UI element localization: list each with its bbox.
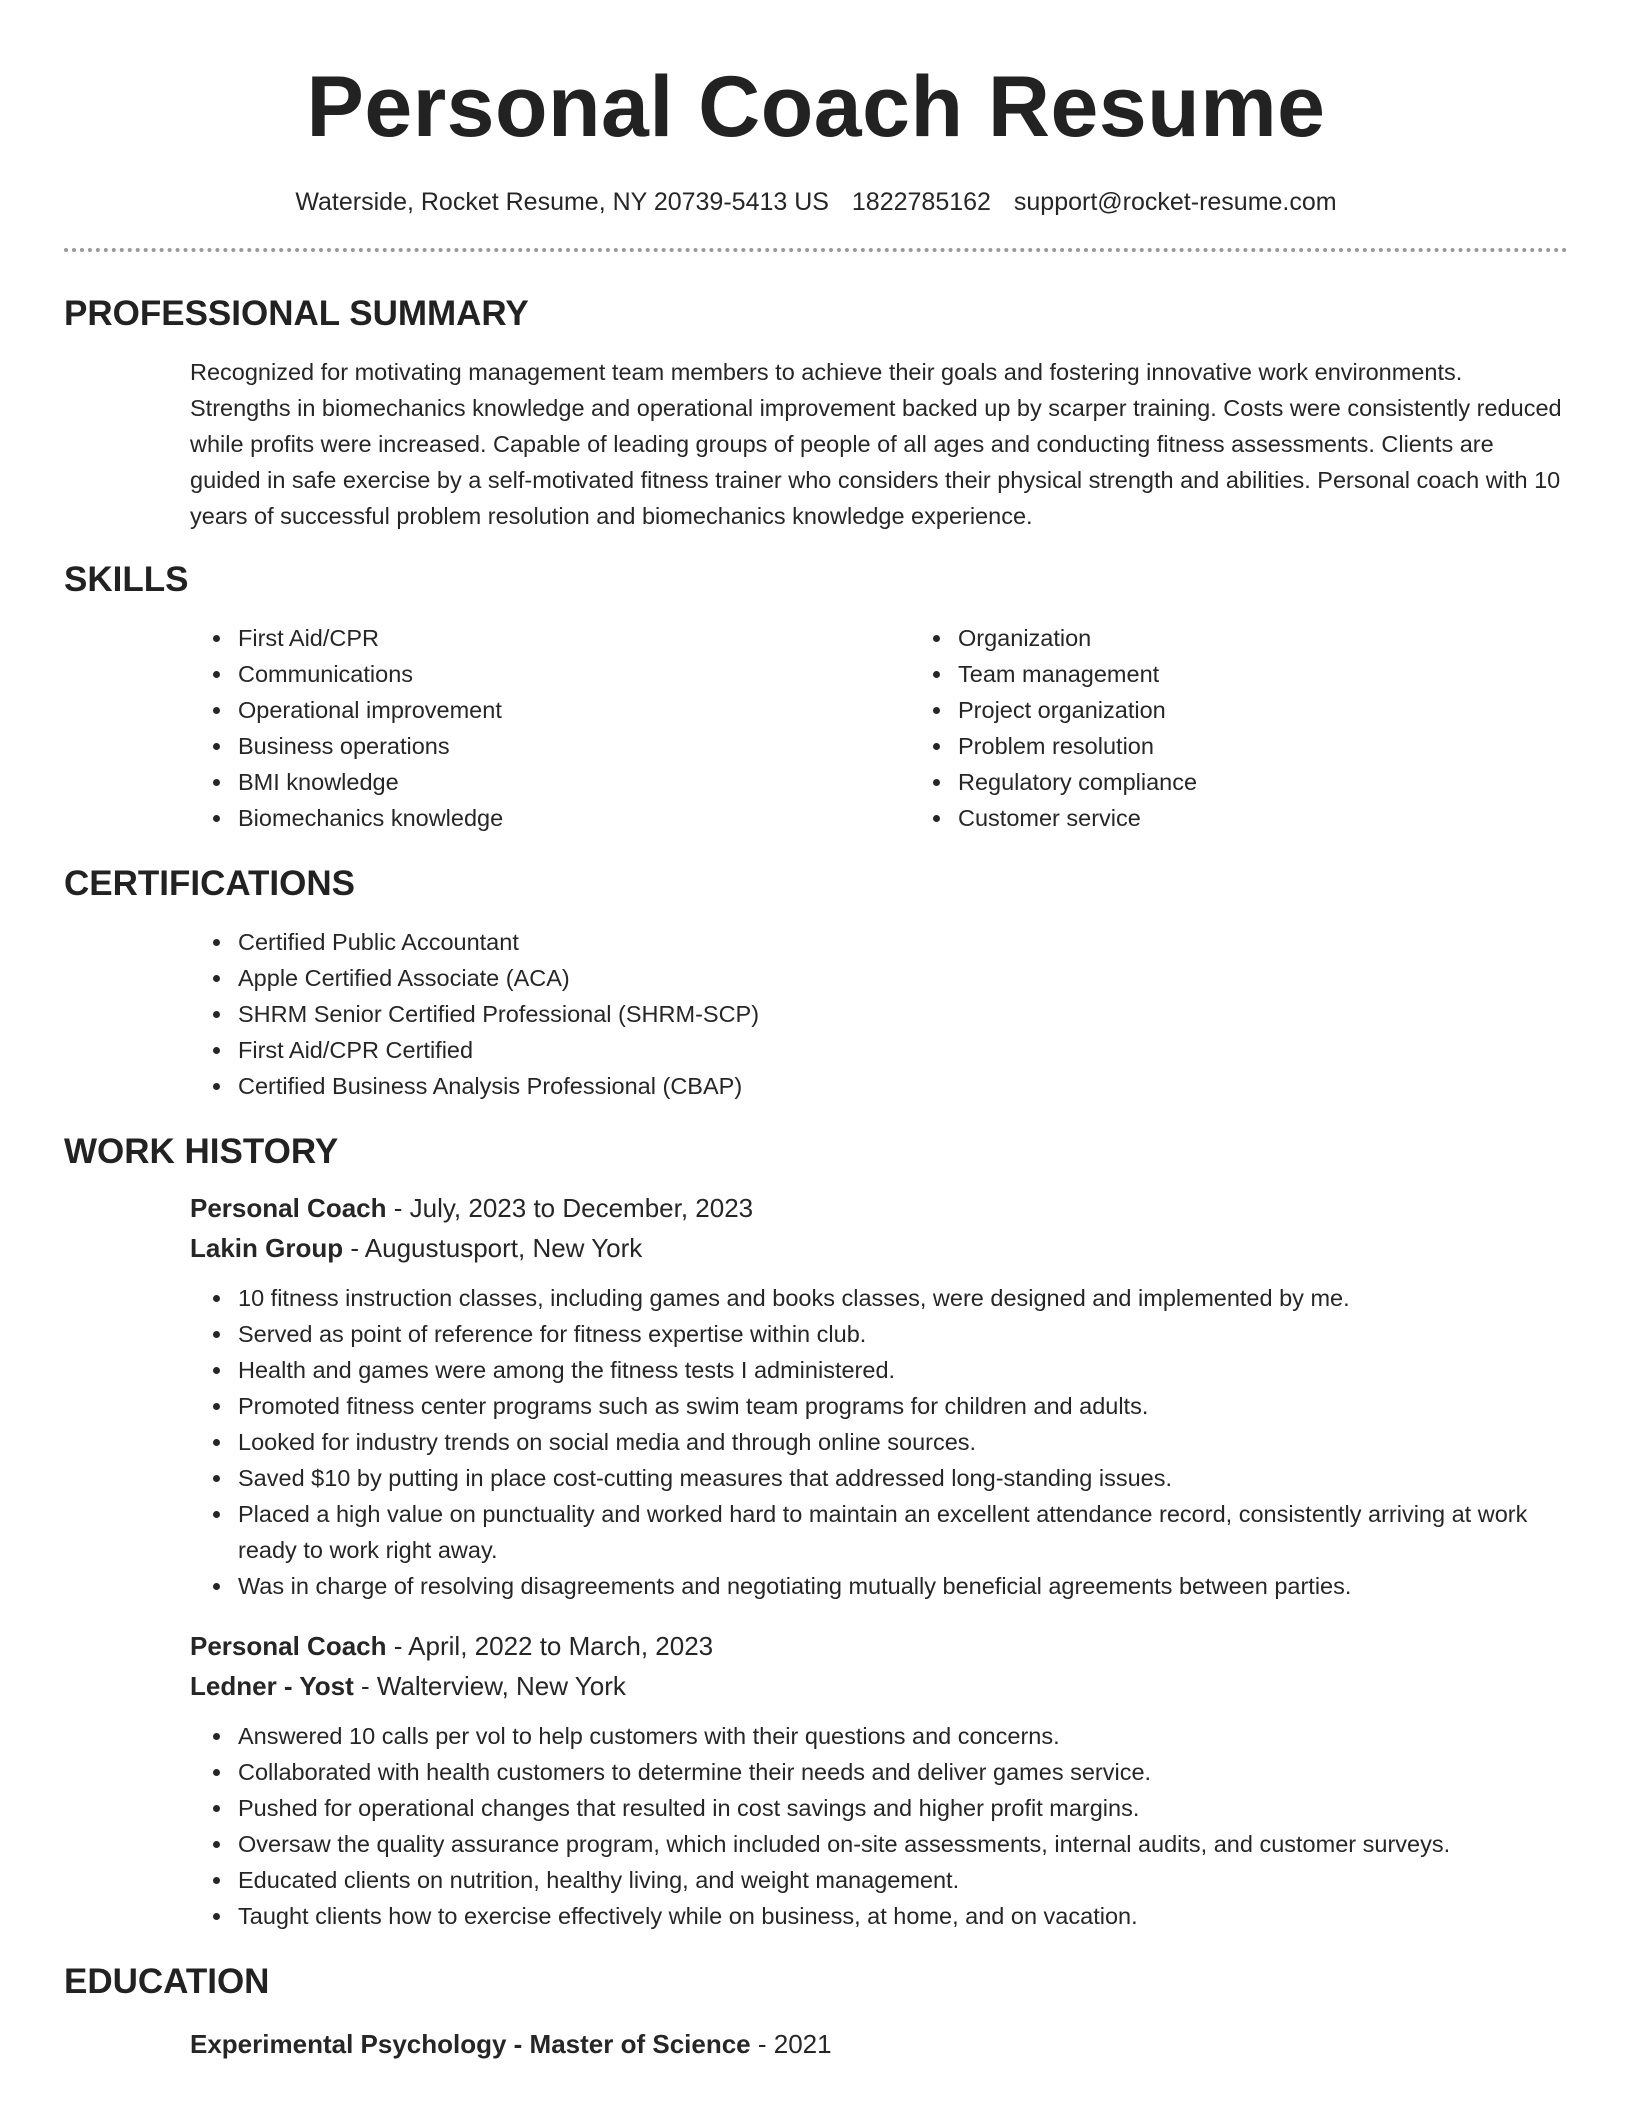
job-company-line xyxy=(64,1228,1568,1268)
job-title: Personal Coach xyxy=(190,1193,387,1223)
skill-item: • Project organization xyxy=(954,692,1474,728)
skills-left-column xyxy=(64,620,914,836)
summary-heading: PROFESSIONAL SUMMARY xyxy=(64,294,529,333)
job-bullet: • Answered 10 calls per vol to help customers with their questions and concerns. xyxy=(234,1718,1548,1754)
job-location: - Augustusport, New York xyxy=(343,1233,643,1263)
skill-item: • Operational improvement xyxy=(234,692,914,728)
skill-item: • Problem resolution xyxy=(954,728,1474,764)
phone-text: 1822785162 xyxy=(851,188,991,216)
certification-item: • First Aid/CPR Certified xyxy=(234,1032,1568,1068)
job-title-line xyxy=(64,1188,1568,1228)
certification-item: • Certified Business Analysis Professional (CBAP) xyxy=(234,1068,1568,1104)
certifications-list xyxy=(64,924,1568,1104)
skill-item: • Team management xyxy=(954,656,1474,692)
skills-heading: SKILLS xyxy=(64,560,189,599)
job-entry xyxy=(64,1626,1568,1934)
job-bullet: • Was in charge of resolving disagreements and negotiating mutually beneficial agreements between parties. xyxy=(234,1568,1548,1604)
skill-item: • First Aid/CPR xyxy=(234,620,914,656)
job-bullet: • 10 fitness instruction classes, including games and books classes, were designed and implemented by me. xyxy=(234,1280,1548,1316)
job-bullet: • Promoted fitness center programs such as swim team programs for children and adults. xyxy=(234,1388,1548,1424)
education-year: - 2021 xyxy=(750,2029,832,2059)
job-bullet: • Served as point of reference for fitness expertise within club. xyxy=(234,1316,1548,1352)
job-bullets xyxy=(64,1718,1568,1934)
summary-text: Recognized for motivating management team members to achieve their goals and fostering innovative work environments. Strengths in biomechanics knowledge and operational improvement backed up by scarper training. Costs were consistently reduced while profits were increased. Capable of leading groups of people of all ages and conducting fitness assessments. Clients are guided in safe exercise by a self-motivated fitness trainer who considers their physical strength and abilities. Personal coach with 10 years of successful problem resolution and biomechanics knowledge experience. xyxy=(190,359,1562,529)
education-degree: Experimental Psychology - Master of Science xyxy=(190,2029,751,2059)
summary-section xyxy=(64,354,1568,534)
job-bullets xyxy=(64,1280,1568,1604)
resume-title: Personal Coach Resume xyxy=(306,59,1326,155)
skills-right-column xyxy=(914,620,1474,836)
job-bullet: • Health and games were among the fitness tests I administered. xyxy=(234,1352,1548,1388)
job-bullet: • Oversaw the quality assurance program, which included on-site assessments, internal audits, and customer surveys. xyxy=(234,1826,1548,1862)
job-bullet: • Taught clients how to exercise effectively while on business, at home, and on vacation. xyxy=(234,1898,1548,1934)
job-bullet: • Placed a high value on punctuality and worked hard to maintain an excellent attendance record, consistently arriving at work ready to work right away. xyxy=(234,1496,1548,1568)
job-bullet: • Saved $10 by putting in place cost-cutting measures that addressed long-standing issues. xyxy=(234,1460,1548,1496)
certification-item: • Certified Public Accountant xyxy=(234,924,1568,960)
job-dates: - July, 2023 to December, 2023 xyxy=(386,1193,754,1223)
job-bullet: • Pushed for operational changes that resulted in cost savings and higher profit margins. xyxy=(234,1790,1548,1826)
skill-item: • Communications xyxy=(234,656,914,692)
skill-item: • Customer service xyxy=(954,800,1474,836)
job-dates: - April, 2022 to March, 2023 xyxy=(386,1631,714,1661)
skill-item: • Biomechanics knowledge xyxy=(234,800,914,836)
work-history-section xyxy=(64,1188,1568,1934)
skill-item: • Business operations xyxy=(234,728,914,764)
job-company: Ledner - Yost xyxy=(190,1671,354,1701)
email-text: support@rocket-resume.com xyxy=(1013,188,1337,216)
job-company: Lakin Group xyxy=(190,1233,344,1263)
header-divider xyxy=(64,248,1568,252)
job-bullet: • Looked for industry trends on social media and through online sources. xyxy=(234,1424,1548,1460)
job-location: - Walterview, New York xyxy=(353,1671,626,1701)
work-history-heading: WORK HISTORY xyxy=(64,1132,339,1171)
skill-item: • Regulatory compliance xyxy=(954,764,1474,800)
certification-item: • Apple Certified Associate (ACA) xyxy=(234,960,1568,996)
job-bullet: • Collaborated with health customers to determine their needs and deliver games service. xyxy=(234,1754,1548,1790)
skill-item: • BMI knowledge xyxy=(234,764,914,800)
job-title-line xyxy=(64,1626,1568,1666)
job-company-line xyxy=(64,1666,1568,1706)
certifications-heading: CERTIFICATIONS xyxy=(64,864,356,903)
skills-list xyxy=(64,620,1568,836)
skill-item: • Organization xyxy=(954,620,1474,656)
job-title: Personal Coach xyxy=(190,1631,387,1661)
education-heading: EDUCATION xyxy=(64,1962,270,2001)
job-bullet: • Educated clients on nutrition, healthy living, and weight management. xyxy=(234,1862,1548,1898)
job-entry xyxy=(64,1188,1568,1604)
contact-line xyxy=(64,186,1568,218)
certification-item: • SHRM Senior Certified Professional (SHRM-SCP) xyxy=(234,996,1568,1032)
address-text: Waterside, Rocket Resume, NY 20739-5413 US xyxy=(295,188,829,216)
education-entry xyxy=(64,2024,1568,2064)
